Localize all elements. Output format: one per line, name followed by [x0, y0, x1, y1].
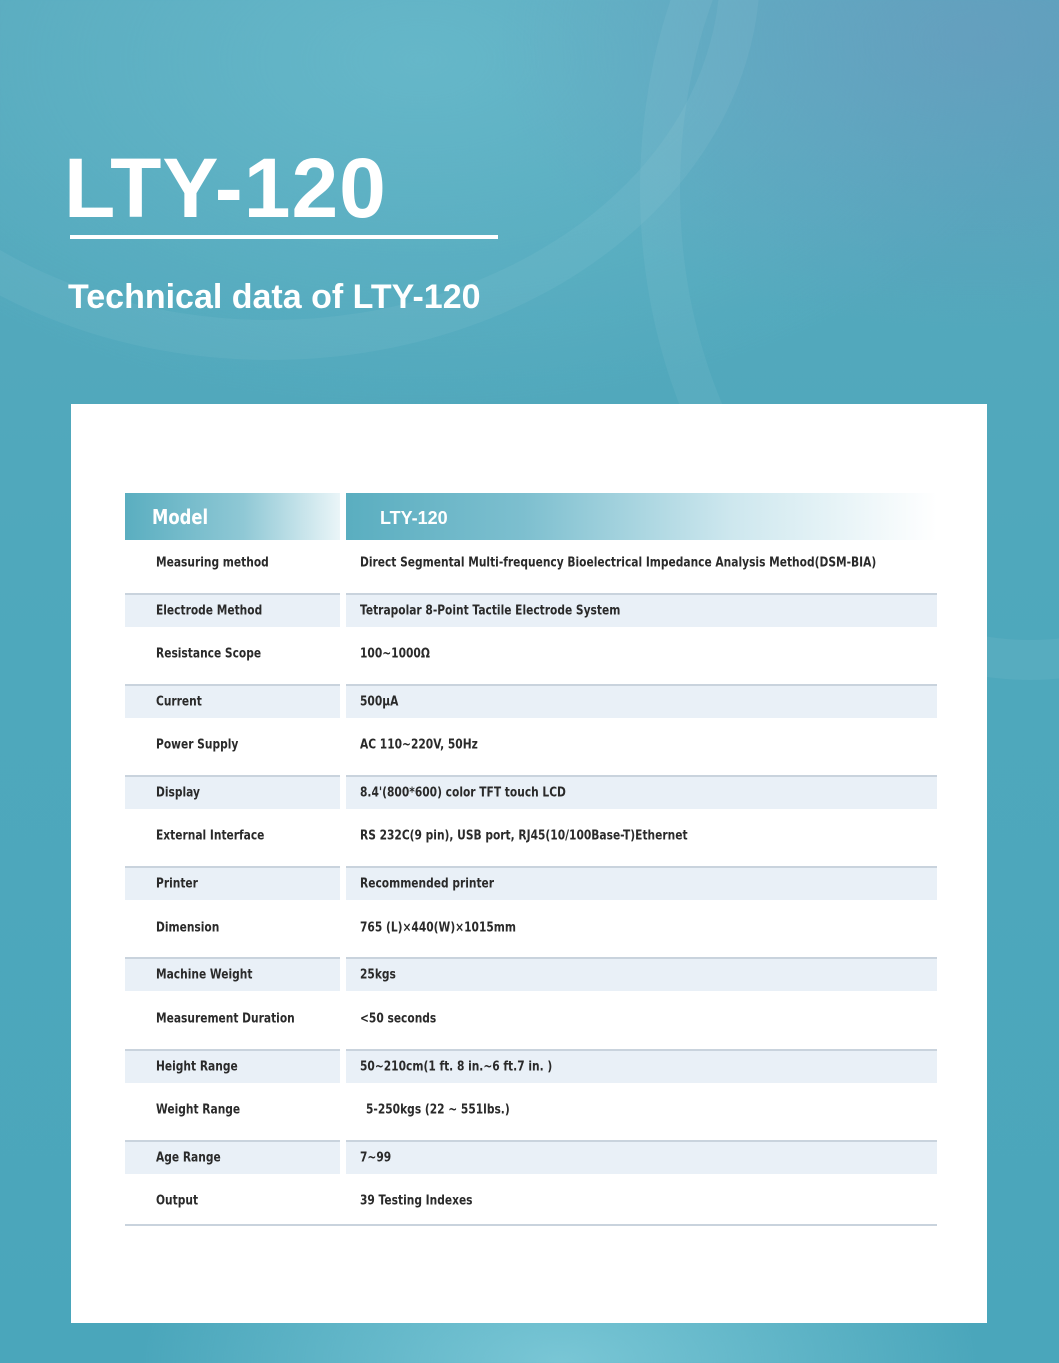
row-label: Current — [156, 694, 202, 710]
row-label-cell — [125, 905, 340, 951]
table-row — [125, 768, 937, 814]
row-value: 5-250kgs (22 ~ 551lbs.) — [366, 1102, 510, 1118]
row-value-cell — [346, 905, 937, 951]
row-value: Tetrapolar 8-Point Tactile Electrode System — [360, 603, 621, 619]
table-row — [125, 996, 937, 1042]
row-value: 500μA — [360, 694, 399, 710]
row-label-cell — [125, 1140, 340, 1174]
table-row — [125, 586, 937, 632]
row-value: RS 232C(9 pin), USB port, RJ45(10/100Base-T)Ethernet — [360, 828, 688, 844]
table-row — [125, 859, 937, 905]
row-label-cell — [125, 814, 340, 860]
spec-card — [71, 404, 987, 1323]
row-value-cell — [346, 866, 937, 900]
table-row — [125, 950, 937, 996]
row-label-cell — [125, 722, 340, 768]
row-label: Dimension — [156, 920, 220, 936]
row-label: Measuring method — [156, 555, 269, 571]
table-row — [125, 905, 937, 951]
row-label: Age Range — [156, 1150, 221, 1166]
row-value: 100~1000Ω — [360, 646, 430, 662]
row-label-cell — [125, 1049, 340, 1083]
row-value: 7~99 — [360, 1150, 392, 1166]
row-value-cell — [346, 631, 937, 677]
row-value-cell — [346, 957, 937, 991]
row-value: 39 Testing Indexes — [360, 1193, 473, 1209]
row-label: Power Supply — [156, 737, 239, 753]
row-value-cell — [346, 540, 937, 586]
table-row — [125, 814, 937, 860]
row-value-cell — [346, 814, 937, 860]
row-value-cell — [346, 1087, 937, 1133]
row-value: Recommended printer — [360, 876, 495, 892]
row-label: Measurement Duration — [156, 1011, 295, 1027]
table-row — [125, 631, 937, 677]
header-value-cell — [346, 493, 937, 540]
row-label-cell — [125, 593, 340, 627]
table-row — [125, 1178, 937, 1224]
table-row — [125, 1042, 937, 1088]
row-label: Display — [156, 785, 200, 801]
row-value: 8.4'(800*600) color TFT touch LCD — [360, 785, 566, 801]
page-title: LTY-120 — [64, 141, 387, 235]
row-label: Weight Range — [156, 1102, 241, 1118]
table-row — [125, 722, 937, 768]
row-value: AC 110~220V, 50Hz — [360, 737, 478, 753]
row-value: 50~210cm(1 ft. 8 in.~6 ft.7 in. ) — [360, 1059, 553, 1075]
header-value: LTY-120 — [380, 508, 448, 528]
row-value: 25kgs — [360, 967, 396, 983]
row-value: 765 (L)×440(W)×1015mm — [360, 920, 517, 936]
row-label-cell — [125, 631, 340, 677]
row-value-cell — [346, 1140, 937, 1174]
row-label: Height Range — [156, 1059, 238, 1075]
table-row — [125, 1087, 937, 1133]
row-label-cell — [125, 775, 340, 809]
row-label-cell — [125, 957, 340, 991]
row-label-cell — [125, 1178, 340, 1224]
title-underline — [70, 235, 498, 239]
spec-table — [125, 493, 937, 1224]
table-row — [125, 677, 937, 723]
row-label: Machine Weight — [156, 967, 253, 983]
row-label-cell — [125, 996, 340, 1042]
row-value-cell — [346, 593, 937, 627]
row-value-cell — [346, 722, 937, 768]
row-label: Resistance Scope — [156, 646, 262, 662]
table-header — [125, 493, 937, 540]
row-value: Direct Segmental Multi-frequency Bioelectrical Impedance Analysis Method(DSM-BIA) — [360, 555, 877, 571]
row-value: <50 seconds — [360, 1011, 437, 1027]
row-value-cell — [346, 775, 937, 809]
row-label: External Interface — [156, 828, 265, 844]
row-label: Electrode Method — [156, 603, 263, 619]
row-label: Printer — [156, 876, 198, 892]
row-label-cell — [125, 684, 340, 718]
row-value-cell — [346, 1178, 937, 1224]
row-label: Output — [156, 1193, 199, 1209]
table-row — [125, 1133, 937, 1179]
row-value-cell — [346, 684, 937, 718]
page-subtitle: Technical data of LTY-120 — [68, 278, 481, 316]
row-value-cell — [346, 996, 937, 1042]
row-label-cell — [125, 540, 340, 586]
header-label-cell — [125, 493, 340, 540]
table-row — [125, 540, 937, 586]
row-label-cell — [125, 1087, 340, 1133]
table-bottom-rule — [125, 1224, 937, 1226]
header-label: Model — [152, 505, 209, 529]
row-label-cell — [125, 866, 340, 900]
row-value-cell — [346, 1049, 937, 1083]
